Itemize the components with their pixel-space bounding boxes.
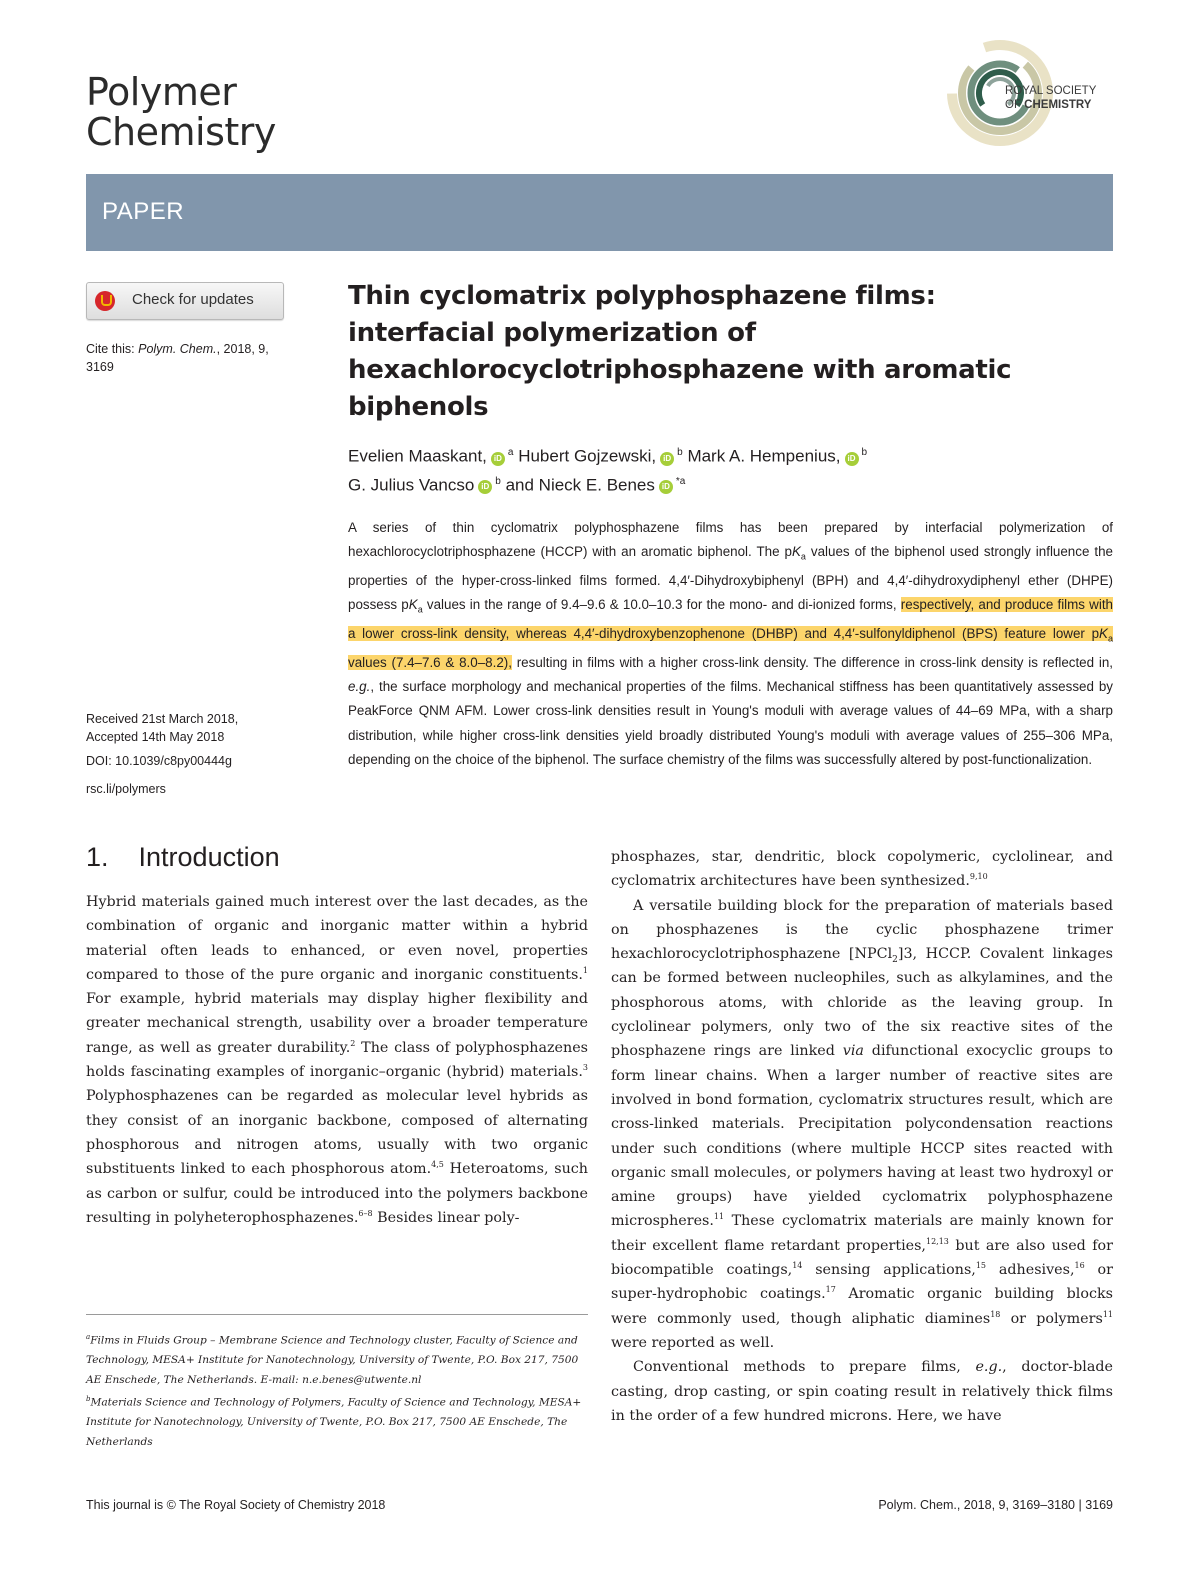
- abstract-text: A series of thin cyclomatrix polyphosphazene films has been prepared by interfacial polymerization of hexachlorocyclotriphosphazene (HCCP) with an aromatic biphenol. The p: [348, 520, 1113, 560]
- title-line: Thin cyclomatrix polyphosphazene films:: [348, 281, 936, 311]
- footnote-mark: a: [86, 1333, 91, 1341]
- title-line: interfacial polymerization of: [348, 318, 756, 348]
- journal-title-line2: Chemistry: [86, 110, 276, 154]
- body-text: phosphazes, star, dendritic, block copolymeric, cyclolinear, and cyclomatrix architectures have been synthesized.: [611, 849, 1113, 890]
- body-text: Conventional methods to prepare films,: [633, 1359, 976, 1376]
- pka-symbol: K: [791, 544, 801, 560]
- body-text: Aromatic organic building blocks were commonly used, though aliphatic diamines: [611, 1286, 1113, 1327]
- orcid-icon[interactable]: iD: [491, 452, 505, 466]
- section-title: Introduction: [138, 842, 280, 872]
- reference-link[interactable]: 6–8: [358, 1209, 373, 1219]
- footer-copyright: This journal is © The Royal Society of Chemistry 2018: [86, 1498, 386, 1512]
- body-text: difunctional exocyclic groups to form linear chains. When a larger number of reactive sites are involved in bond formation, cyclomatrix structures result, which are cross-linked materials. Precipitation polycondensation reactions under such conditions (where multiple HCCP sites reacted with organic small molecules, or polymers having at least two hydroxyl or amine groups) have yielded cyclomatrix polyphosphazene microspheres.: [611, 1043, 1113, 1230]
- author-affiliation: b: [495, 475, 501, 487]
- crossmark-icon: [95, 291, 115, 311]
- author-name[interactable]: Mark A. Hempenius,: [687, 446, 841, 466]
- footer-citation: Polym. Chem., 2018, 9, 3169–3180 | 3169: [878, 1498, 1113, 1512]
- abstract-text: values in the range of 9.4–9.6 & 10.0–10.3 for the mono- and di-ionized forms,: [422, 597, 901, 613]
- orcid-icon[interactable]: iD: [478, 480, 492, 494]
- body-text: sensing applications,: [802, 1262, 976, 1279]
- cite-prefix: Cite this:: [86, 342, 139, 356]
- affiliation-footnotes: [86, 1328, 588, 1453]
- footnote-b: [86, 1390, 588, 1452]
- reference-link[interactable]: 2: [350, 1039, 356, 1049]
- article-type-label: PAPER: [102, 198, 185, 225]
- abstract-italic: e.g.: [348, 679, 371, 695]
- author-affiliation: b: [677, 447, 683, 458]
- body-column-right: [611, 845, 1113, 1428]
- body-text: but are also used for biocompatible coatings,: [611, 1237, 1113, 1279]
- body-text: adhesives,: [986, 1262, 1075, 1279]
- rsc-line2-bold: CHEMISTRY: [1024, 99, 1092, 111]
- body-text: Besides linear poly-: [372, 1209, 520, 1226]
- article-history: [86, 710, 238, 798]
- author-name[interactable]: G. Julius Vancso: [348, 475, 475, 495]
- orcid-icon[interactable]: iD: [660, 452, 674, 466]
- journal-title: [86, 72, 276, 152]
- reference-link[interactable]: 18: [990, 1309, 1001, 1319]
- footnote-mark: b: [86, 1395, 91, 1404]
- body-text: Heteroatoms, such as carbon or sulfur, could be introduced into the polymers backbone resulting in polyheterophosphazenes.: [86, 1161, 588, 1226]
- author-affiliation: b: [861, 447, 868, 458]
- reference-link[interactable]: 11: [713, 1212, 725, 1222]
- reference-link[interactable]: 9,10: [969, 872, 988, 882]
- orcid-icon[interactable]: iD: [659, 480, 673, 494]
- body-text: The class of polyphosphazenes holds fascinating examples of inorganic–organic (hybrid) materials.: [86, 1039, 589, 1081]
- rsc-line2-prefix: OF: [1005, 99, 1025, 111]
- pka-subscript: a: [1107, 633, 1113, 644]
- body-text: For example, hybrid materials may display higher flexibility and greater mechanical strength, usability over a broader temperature range, as well as greater durability.: [86, 991, 588, 1056]
- author-affiliation: *a: [675, 475, 686, 487]
- body-text: , doctor-blade casting, drop casting, or spin coating result in relatively thick films in the order of a few hundred microns. Here, we have: [611, 1359, 1113, 1424]
- author-name[interactable]: Nieck E. Benes: [538, 475, 655, 495]
- body-text: Polyphosphazenes can be regarded as molecular level hybrids as they consist of an inorganic backbone, composed of alternating phosphorous and nitrogen atoms, usually with two organic substituents linked to each phosphorous atom.: [86, 1088, 588, 1178]
- body-text: were reported as well.: [611, 1334, 775, 1351]
- section-number: 1.: [86, 842, 109, 872]
- received-date: Received 21st March 2018,: [86, 712, 239, 726]
- reference-link[interactable]: 17: [825, 1285, 836, 1295]
- subscript: 2: [892, 955, 898, 966]
- author-name[interactable]: Hubert Gojzewski,: [518, 446, 657, 466]
- italic-text: via: [842, 1043, 864, 1060]
- footnote-a: [86, 1328, 588, 1390]
- body-text: A versatile building block for the preparation of materials based on phosphazenes is the cyclic phosphazene trimer hexachlorocyclotriphosphazene [NPCl: [611, 897, 1113, 963]
- body-text: or polymers: [1000, 1310, 1103, 1327]
- footnote-divider: [86, 1314, 588, 1315]
- author-name[interactable]: Evelien Maaskant,: [348, 446, 487, 466]
- footnote-text: Films in Fluids Group – Membrane Science and Technology cluster, Faculty of Science and Technology, MESA+ Institute for Nanotechnology, University of Twente, P.O. Box 217, 7500 AE Enschede, The Netherlands. E-mail: n.e.benes@utwente.nl: [86, 1334, 579, 1386]
- journal-title-line1: Polymer: [86, 70, 237, 114]
- cite-journal: Polym. Chem.: [138, 342, 217, 356]
- pka-symbol: K: [1099, 626, 1108, 642]
- pka-subscript: a: [800, 551, 806, 562]
- accepted-date: Accepted 14th May 2018: [86, 730, 225, 744]
- check-for-updates-label: Check for updates: [132, 291, 254, 308]
- section-heading: [86, 842, 280, 873]
- reference-link[interactable]: 16: [1074, 1261, 1085, 1271]
- reference-link[interactable]: 15: [975, 1261, 987, 1271]
- body-text: Hybrid materials gained much interest over the last decades, as the combination of organic and inorganic matter within a hybrid material often leads to enhanced, or even novel, properties compared to those of the pure organic and inorganic constituents.: [86, 894, 588, 983]
- rsc-line2: [1005, 98, 1096, 112]
- body-text: ]3, HCCP. Covalent linkages can be formed between nucleophiles, such as alkylamines, and the phosphorous atoms, with chloride as the leaving group. In cyclolinear polymers, only two of the six reactive sites of the phosphazene rings are linked: [611, 946, 1113, 1060]
- check-for-updates-button[interactable]: [86, 282, 284, 320]
- reference-link[interactable]: 1: [582, 966, 588, 976]
- citation: [86, 340, 269, 376]
- abstract-text: values of the biphenol used strongly influence the properties of the hyper-cross-linked films formed. 4,4′-Dihydroxybiphenyl (BPH) and 4,4′-dihydroxydiphenyl ether (DHPE) possess p: [348, 544, 1113, 613]
- author-affiliation: a: [507, 447, 514, 458]
- abstract: [348, 516, 1113, 772]
- article-title: [348, 278, 1068, 426]
- reference-link[interactable]: 14: [792, 1261, 803, 1271]
- doi-link[interactable]: DOI: 10.1039/c8py00444g: [86, 754, 232, 768]
- rsc-logo-text: [1005, 84, 1096, 112]
- footnote-text: Materials Science and Technology of Polymers, Faculty of Science and Technology, MESA+ Institute for Nanotechnology, University of Twente, P.O. Box 217, 7500 AE Enschede, The Netherlands: [86, 1396, 582, 1449]
- cite-details: , 2018, 9,: [216, 342, 269, 356]
- rsc-logo: [950, 40, 1120, 150]
- body-text: These cyclomatrix materials are mainly known for their excellent flame retardant properties,: [611, 1213, 1113, 1254]
- abstract-text: values (7.4–7.6 & 8.0–8.2),: [348, 655, 512, 671]
- pka-subscript: a: [417, 604, 423, 615]
- reference-link[interactable]: 11: [1102, 1309, 1113, 1319]
- abstract-text: resulting in films with a higher cross-link density. The difference in cross-link density is reflected in,: [511, 655, 1113, 671]
- author-list: [348, 440, 1068, 497]
- italic-text: e.g.: [975, 1359, 1003, 1376]
- article-type-banner: [86, 174, 1113, 251]
- reference-link[interactable]: 3: [582, 1063, 588, 1073]
- reference-link[interactable]: 12,13: [925, 1236, 949, 1246]
- journal-link[interactable]: rsc.li/polymers: [86, 782, 166, 796]
- body-column-left: [86, 890, 588, 1230]
- abstract-text: , the surface morphology and mechanical properties of the films. Mechanical stiffness has been quantitatively assessed by PeakForce QNM AFM. Lower cross-link densities result in Young's moduli with average values of 44–69 MPa, with a sharp distribution, while higher cross-link densities yield broadly distributed Young's moduli with average values of 255–306 MPa, depending on the choice of the biphenol. The surface chemistry of the films was successfully altered by post-functionalization.: [348, 679, 1113, 767]
- cite-page: 3169: [86, 360, 114, 374]
- rsc-line1: ROYAL SOCIETY: [1005, 85, 1097, 97]
- title-line: biphenols: [348, 392, 489, 422]
- reference-link[interactable]: 4,5: [431, 1160, 444, 1170]
- author-conjunction: and: [500, 475, 539, 495]
- title-line: hexachlorocyclotriphosphazene with aromatic: [348, 355, 1012, 385]
- abstract-text: respectively, and produce films with a lower cross-link density, whereas 4,4′-dihydroxybenzophenone (DHBP) and 4,4′-sulfonyldiphenol (BPS) feature lower p: [348, 597, 1113, 642]
- body-text: or super-hydrophobic coatings.: [611, 1262, 1113, 1303]
- orcid-icon[interactable]: iD: [845, 452, 859, 466]
- pka-symbol: K: [408, 597, 418, 613]
